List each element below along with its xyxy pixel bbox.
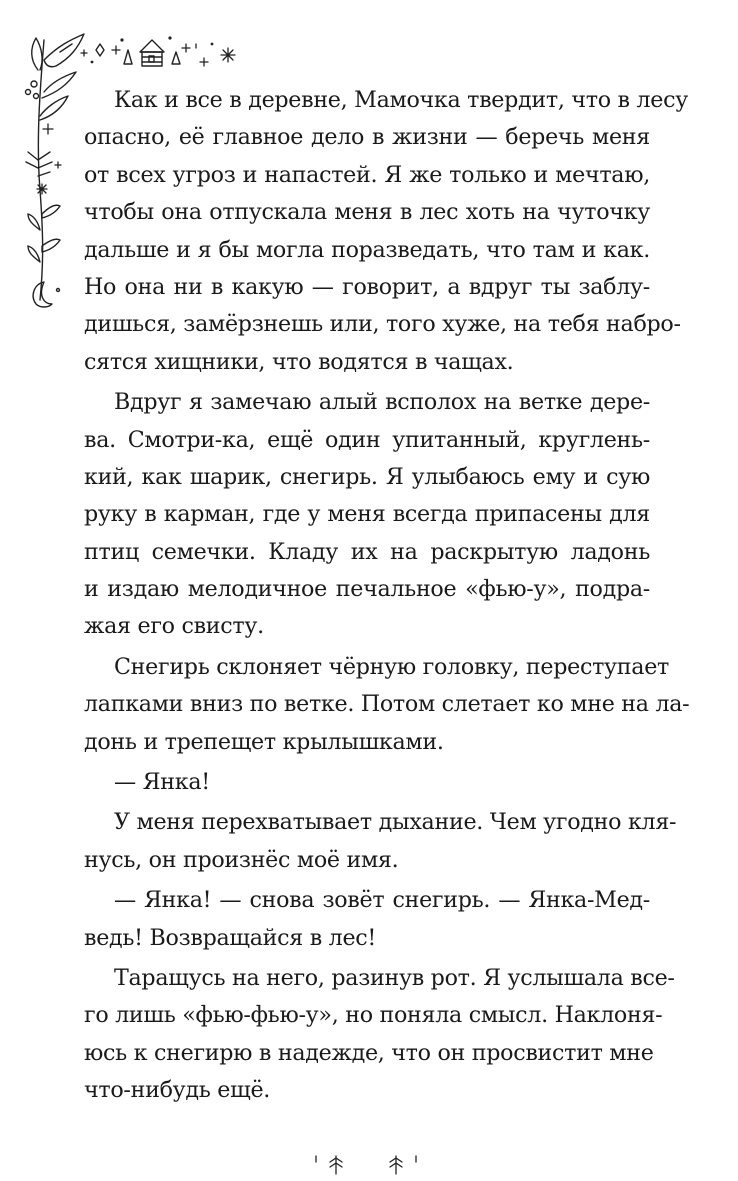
text-line: нусь, он произнёс моё имя. [84,846,399,873]
paragraph-5 [84,804,677,879]
page-text [84,82,690,1110]
text-line: юсь к снегирю в надежде, что он просвистит мне [84,1039,654,1066]
text-line: Таращусь на него, разинув рот. Я услышала все- [114,964,675,991]
text-line: У меня перехватывает дыхание. Чем угодно кля- [114,809,677,836]
text-line: ва. Смотри-ка, ещё один упитанный, круглень- [84,426,650,453]
text-line: Вдруг я замечаю алый всполох на ветке дере- [114,389,650,416]
text-line: — Янка! [114,769,210,796]
text-line: опасно, её главное дело в жизни — беречь меня [84,124,650,151]
text-line: дальше и я бы могла поразведать, что там и как. [84,236,650,263]
paragraph-7 [84,960,675,1110]
paragraph-4 [84,764,650,801]
text-line: что-нибудь ещё. [84,1077,271,1104]
text-line: птиц семечки. Кладу их на раскрытую ладонь [84,538,650,565]
paragraph-2 [84,384,650,646]
text-line: ведь! Возвращайся в лес! [84,924,377,951]
text-line: кий, как шарик, снегирь. Я улыбаюсь ему и сую [84,463,650,490]
text-line: от всех угроз и напастей. Я же только и мечтаю, [84,161,650,188]
text-line: руку в карман, где у меня всегда припасены для [84,501,650,528]
text-line: — Янка! — снова зовёт снегирь. — Янка-Мед- [114,887,650,914]
footer-fir-trees-icon [300,1150,440,1180]
text-line: сятся хищники, что водятся в чащах. [84,348,514,375]
text-line: Снегирь склоняет чёрную головку, переступает [114,653,670,680]
text-line: дишься, замёрзнешь или, того хуже, на тебя набро- [84,311,681,338]
text-line: жая его свисту. [84,613,264,640]
paragraph-3 [84,649,690,761]
paragraph-6 [84,882,650,957]
text-line: чтобы она отпускала меня в лес хоть на чуточку [84,199,650,226]
text-line: Но она ни в какую — говорит, а вдруг ты заблу- [84,273,650,300]
text-line: лапками вниз по ветке. Потом слетает ко мне на ла- [84,691,690,718]
text-line: и издаю мелодичное печальное «фью-у», подра- [84,576,650,603]
text-line: Как и все в деревне, Мамочка твердит, что в лесу [114,87,688,113]
text-line: донь и трепещет крылышками. [84,728,444,755]
text-line: го лишь «фью-фью-у», но поняла смысл. Наклоня- [84,1002,663,1029]
paragraph-1 [84,82,688,381]
